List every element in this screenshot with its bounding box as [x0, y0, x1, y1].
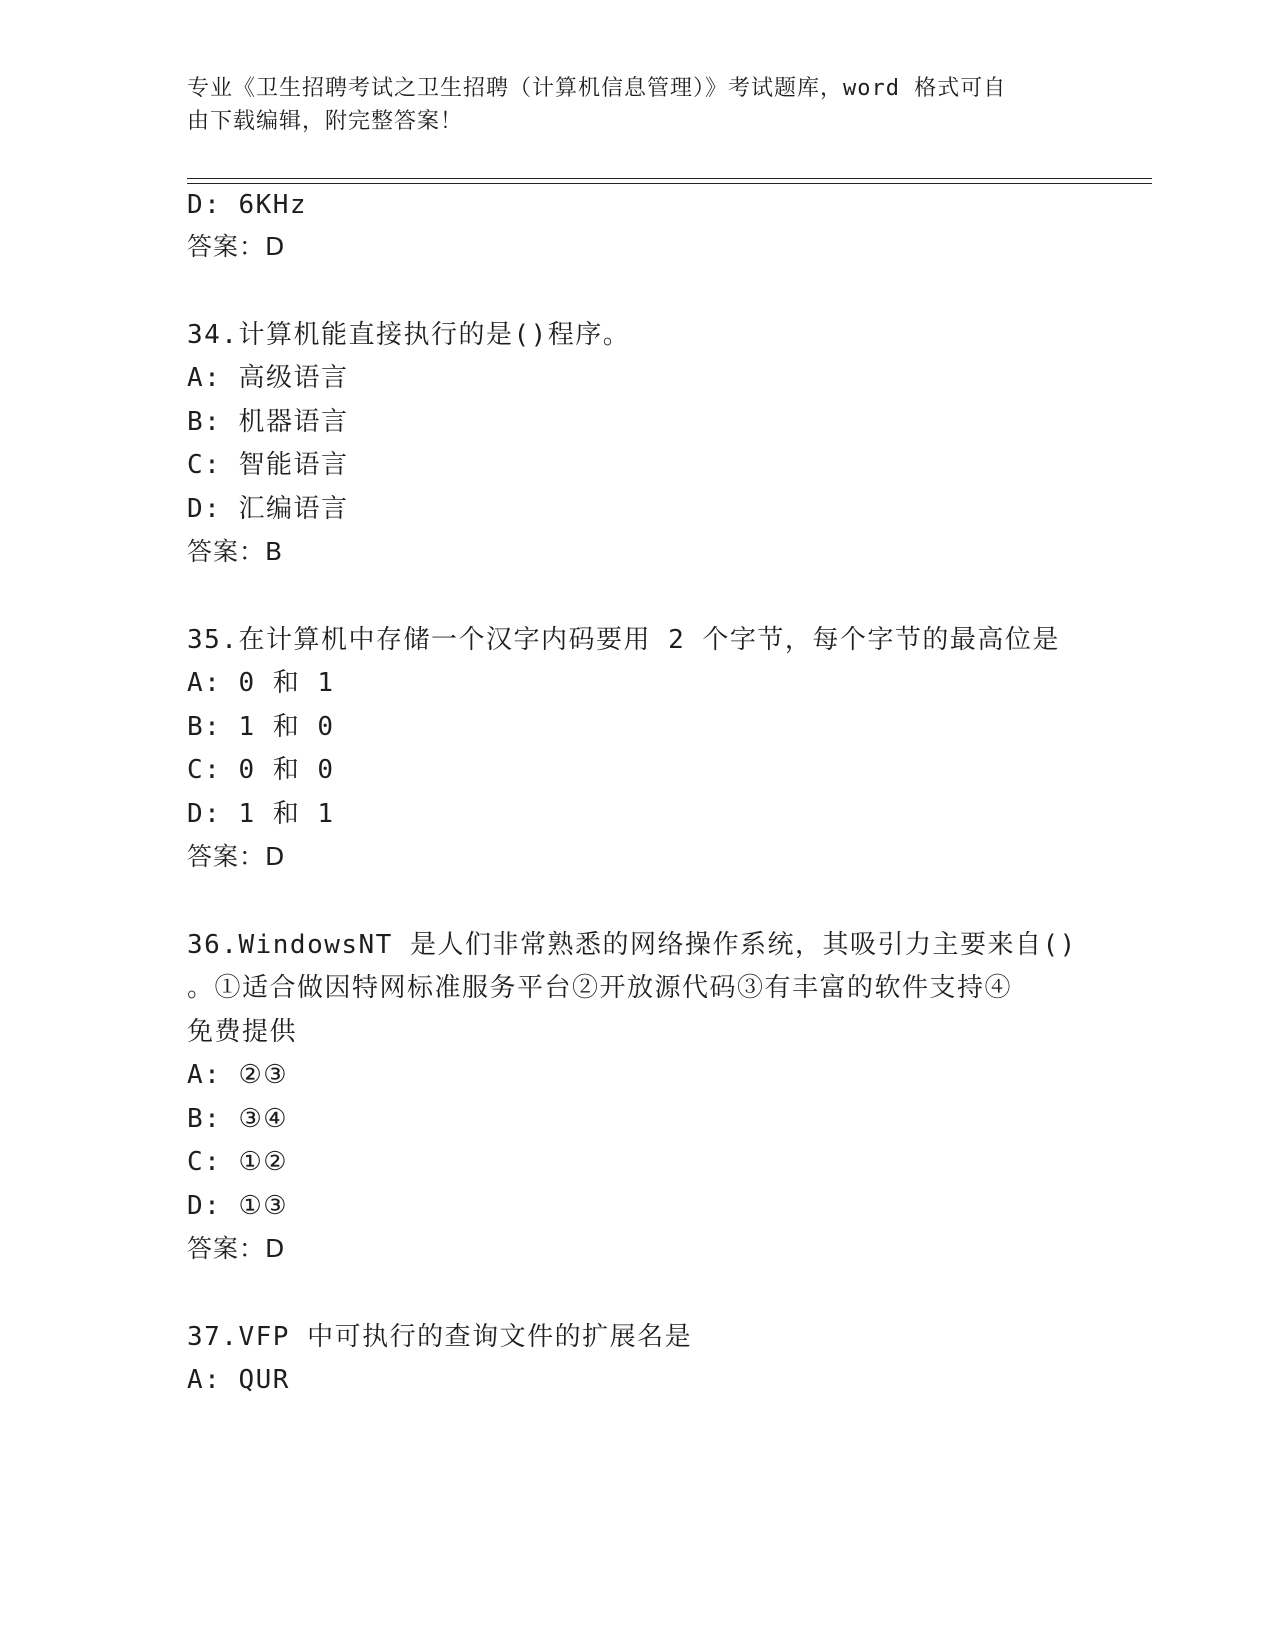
q36-option-b: B: ③④ [187, 1104, 289, 1134]
q37-option-a: A: QUR [187, 1365, 290, 1395]
q35-option-c: C: 0 和 0 [187, 755, 335, 785]
header-line-2: 由下载编辑，附完整答案！ [187, 109, 464, 134]
q35-option-d: D: 1 和 1 [187, 799, 335, 829]
header-divider-top [187, 178, 1152, 179]
header-divider-bottom [187, 183, 1152, 184]
q35-answer: 答案：D [187, 842, 286, 871]
q34-option-b: B: 机器语言 [187, 407, 349, 437]
prev-answer: 答案：D [187, 232, 286, 261]
q36-option-c: C: ①② [187, 1147, 289, 1177]
q34-option-d: D: 汇编语言 [187, 494, 349, 524]
q36-answer: 答案：D [187, 1234, 286, 1263]
prev-option-d: D: 6KHz [187, 190, 308, 220]
q35-option-a: A: 0 和 1 [187, 668, 335, 698]
q34-option-a: A: 高级语言 [187, 363, 349, 393]
header-line-1: 专业《卫生招聘考试之卫生招聘（计算机信息管理）》考试题库，word 格式可自 [187, 76, 1007, 101]
q36-stem-line-1: 36.WindowsNT 是人们非常熟悉的网络操作系统，其吸引力主要来自() [187, 930, 1077, 960]
document-header [187, 72, 1067, 138]
q34-option-c: C: 智能语言 [187, 450, 349, 480]
q35-stem: 35.在计算机中存储一个汉字内码要用 2 个字节，每个字节的最高位是 [187, 625, 1060, 655]
q34-answer: 答案：B [187, 537, 284, 566]
q37-stem: 37.VFP 中可执行的查询文件的扩展名是 [187, 1322, 693, 1352]
q35-option-b: B: 1 和 0 [187, 712, 335, 742]
q36-stem-line-2: 。①适合做因特网标准服务平台②开放源代码③有丰富的软件支持④ [187, 973, 1013, 1003]
q34-stem: 34.计算机能直接执行的是()程序。 [187, 320, 631, 350]
q36-option-d: D: ①③ [187, 1191, 289, 1221]
q36-stem-line-3: 免费提供 [187, 1017, 298, 1047]
q36-option-a: A: ②③ [187, 1060, 289, 1090]
